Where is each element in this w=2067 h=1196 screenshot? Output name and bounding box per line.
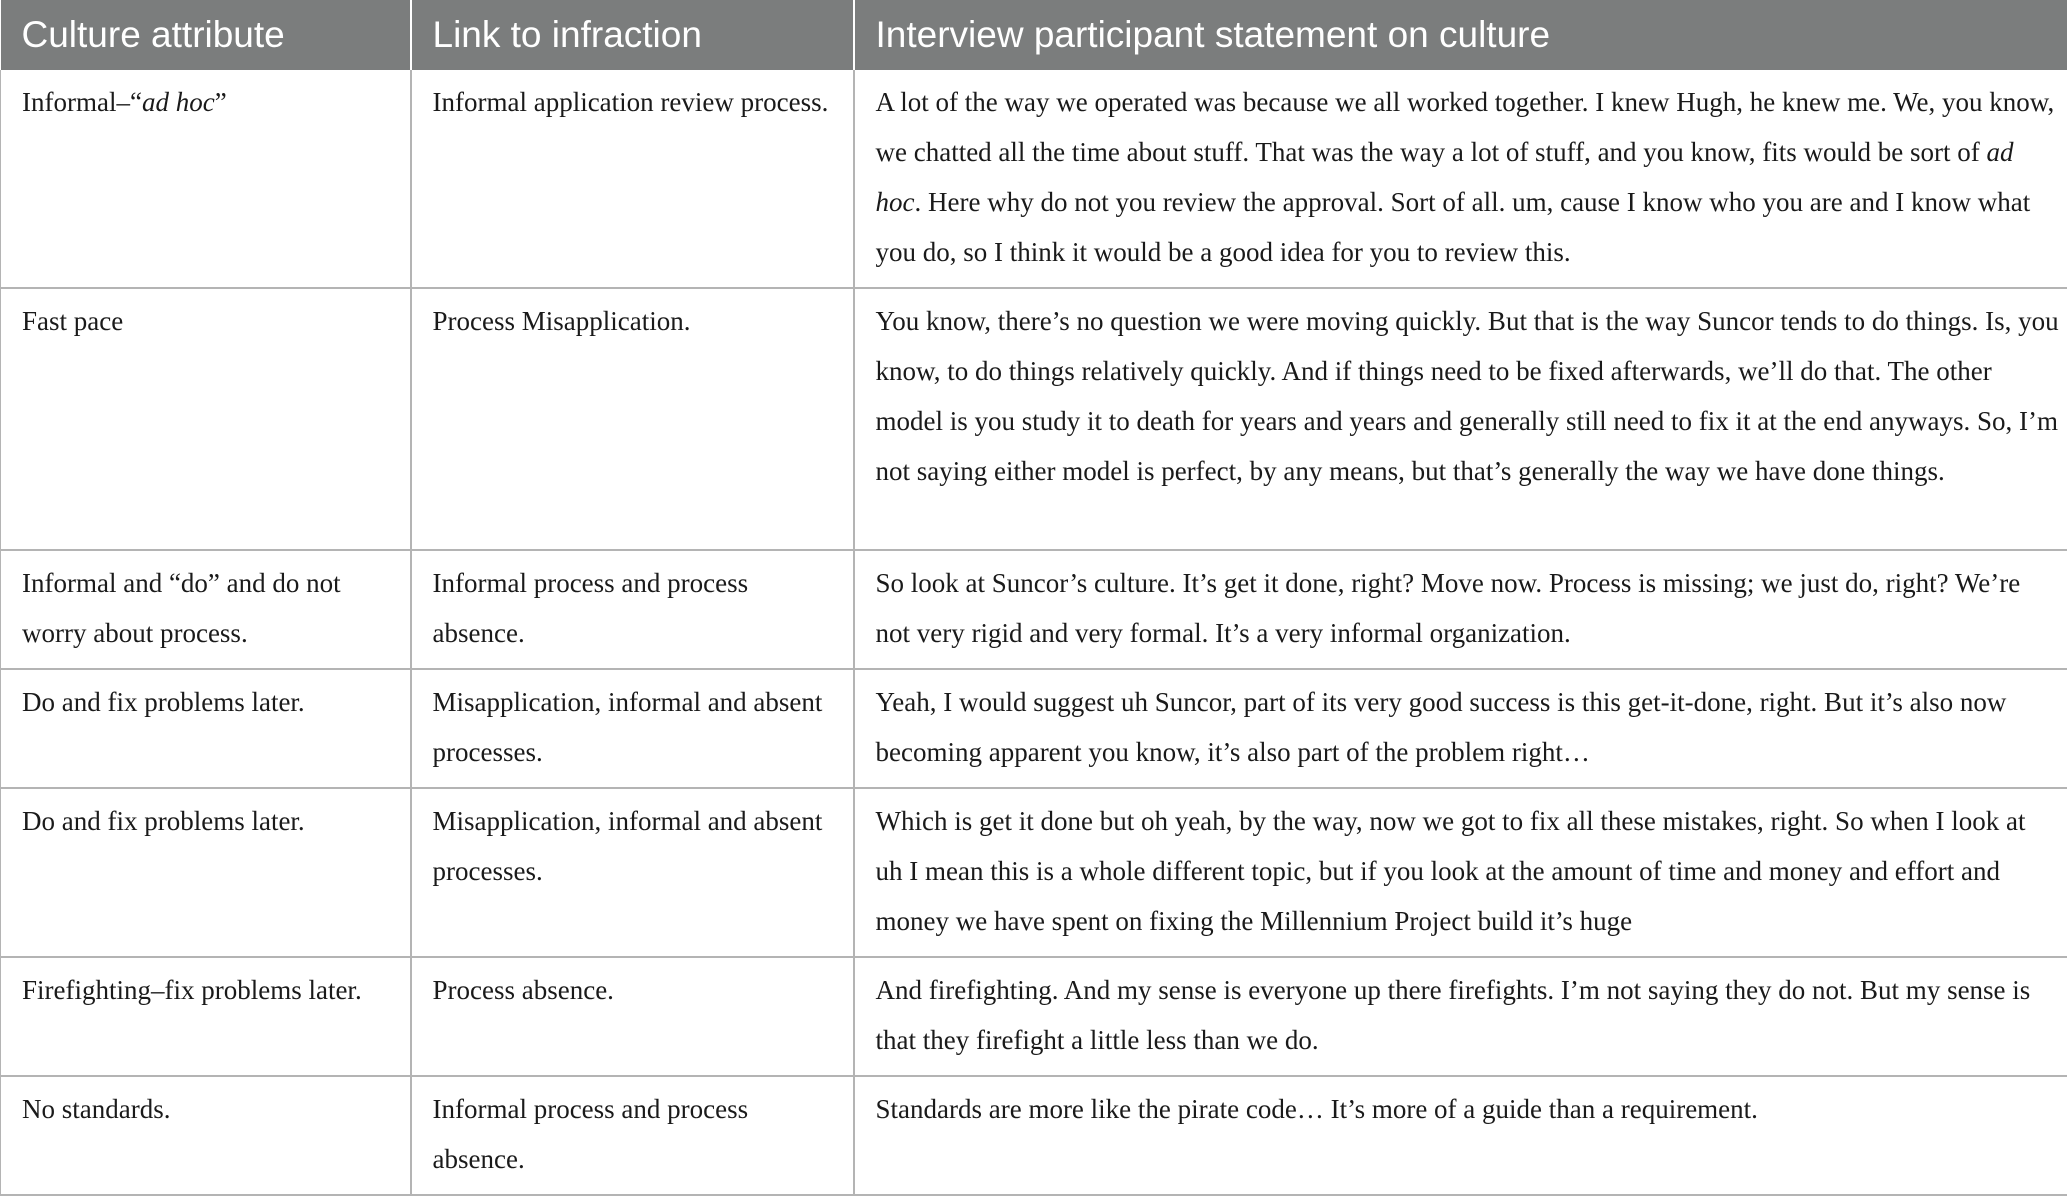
table-row (1, 669, 2067, 788)
link-to-infraction-cell: Process absence. (411, 957, 854, 1076)
statement-cell: Which is get it done but oh yeah, by the way, now we got to fix all these mistakes, right. So when I look at uh I mean this is a whole different topic, but if you look at the amount of time and money and effort and money we have spent on fixing the Millennium Project build it’s huge (854, 788, 2067, 957)
table-header (1, 0, 2067, 70)
statement-italic-text: ad hoc (876, 137, 2014, 217)
column-header-statement: Interview participant statement on culture (854, 0, 2067, 70)
column-header-link-to-infraction: Link to infraction (411, 0, 854, 70)
table-row (1, 957, 2067, 1076)
culture-attribute-cell: Fast pace (1, 288, 411, 550)
culture-attribute-cell: Do and fix problems later. (1, 669, 411, 788)
link-to-infraction-cell: Misapplication, informal and absent processes. (411, 669, 854, 788)
link-to-infraction-cell: Informal process and process absence. (411, 550, 854, 669)
statement-cell (854, 70, 2067, 288)
statement-cell: Yeah, I would suggest uh Suncor, part of its very good success is this get-it-done, right. But it’s also now becoming apparent you know, it’s also part of the problem right… (854, 669, 2067, 788)
link-to-infraction-cell: Informal application review process. (411, 70, 854, 288)
header-row (1, 0, 2067, 70)
culture-attribute-cell: Informal and “do” and do not worry about process. (1, 550, 411, 669)
link-to-infraction-cell: Process Misapplication. (411, 288, 854, 550)
statement-text: A lot of the way we operated was because we all worked together. I knew Hugh, he knew me. We, you know, we chatted all the time about stuff. That was the way a lot of stuff, and you know, fits would be sort of (876, 87, 2055, 167)
table-body (1, 70, 2067, 1195)
statement-cell: So look at Suncor’s culture. It’s get it done, right? Move now. Process is missing; we just do, right? We’re not very rigid and very formal. It’s a very informal organization. (854, 550, 2067, 669)
culture-attribute-cell: Firefighting–fix problems later. (1, 957, 411, 1076)
statement-text-end: . Here why do not you review the approval. Sort of all. um, cause I know who you are and I know what you do, so I think it would be a good idea for you to review this. (876, 187, 2031, 267)
column-header-culture-attribute: Culture attribute (1, 0, 411, 70)
table-row (1, 70, 2067, 288)
culture-attribute-cell: No standards. (1, 1076, 411, 1195)
link-to-infraction-cell: Informal process and process absence. (411, 1076, 854, 1195)
table-row (1, 550, 2067, 669)
culture-attribute-cell (1, 70, 411, 288)
link-to-infraction-cell: Misapplication, informal and absent processes. (411, 788, 854, 957)
statement-cell: And firefighting. And my sense is everyone up there firefights. I’m not saying they do not. But my sense is that they firefight a little less than we do. (854, 957, 2067, 1076)
table-row (1, 1076, 2067, 1195)
attribute-text-end: ” (215, 87, 227, 117)
statement-cell: Standards are more like the pirate code… It’s more of a guide than a requirement. (854, 1076, 2067, 1195)
table-row (1, 788, 2067, 957)
table-row (1, 288, 2067, 550)
attribute-text: Informal–“ (22, 87, 142, 117)
statement-cell: You know, there’s no question we were moving quickly. But that is the way Suncor tends to do things. Is, you know, to do things relatively quickly. And if things need to be fixed afterwards, we’ll do that. The other model is you study it to death for years and years and generally still need to fix it at the end anyways. So, I’m not saying either model is perfect, by any means, but that’s generally the way we have done things. (854, 288, 2067, 550)
culture-attribute-cell: Do and fix problems later. (1, 788, 411, 957)
attribute-italic-text: ad hoc (142, 87, 215, 117)
